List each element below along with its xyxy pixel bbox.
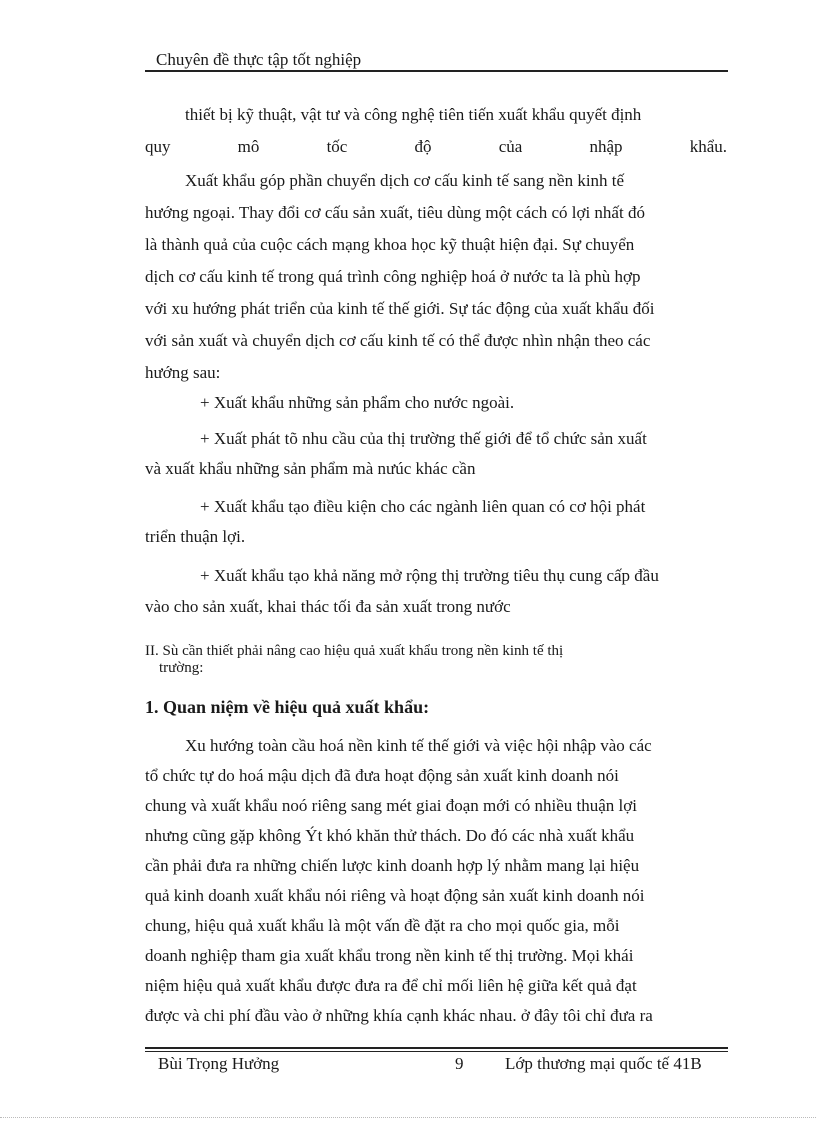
text-line: với xu hướng phát triển của kinh tế thế giới. Sự tác động của xuất khẩu đối [145,299,655,318]
page-bottom-edge [0,1117,816,1118]
word: tốc [326,137,348,156]
text-line: cần phải đưa ra những chiến lược kinh doanh hợp lý nhằm mang lại hiệu [145,856,640,875]
section-heading-line: trường: [159,660,204,676]
bullet-item-3: + Xuất khẩu tạo điều kiện cho các ngành liên quan có cơ hội phát [200,497,646,516]
text-line: hướng ngoại. Thay đổi cơ cấu sản xuất, tiêu dùng một cách có lợi nhất đó [145,203,645,222]
text-line: là thành quả của cuộc cách mạng khoa học kỹ thuật hiện đại. Sự chuyển [145,235,635,254]
text-line: chung và xuất khẩu noó riêng sang mét giai đoạn mới có nhiều thuận lợi [145,796,637,815]
word: của [498,137,523,156]
word: độ [414,137,432,156]
bullet-item-4-cont: vào cho sản xuất, khai thác tối đa sản xuất trong nước [145,597,511,616]
footer-divider-thin [145,1051,728,1052]
text-line: nhưng cũng gặp không Ýt khó khăn thử thách. Do đó các nhà xuất khẩu [145,826,635,845]
text-line: chung, hiệu quả xuất khẩu là một vấn đề đặt ra cho mọi quốc gia, mỗi [145,916,620,935]
text-line-justified [145,136,727,158]
section-heading [145,643,727,677]
text-line: thiết bị kỹ thuật, vật tư và công nghệ tiên tiến xuất khẩu quyết định [185,105,642,124]
page-header-title: Chuyên đề thực tập tốt nghiệp [156,50,362,69]
footer-author: Bùi Trọng Hưởng [158,1054,280,1073]
bullet-item-2: + Xuất phát tõ nhu cầu của thị trường thế giới để tổ chức sản xuất [200,429,647,448]
footer-divider [145,1047,728,1049]
bullet-item-2-cont: và xuất khẩu những sản phẩm mà nưúc khác cần [145,459,476,478]
bullet-item-3-cont: triển thuận lợi. [145,527,246,546]
bullet-item-4: + Xuất khẩu tạo khả năng mở rộng thị trường tiêu thụ cung cấp đầu [200,566,659,585]
word: quy [145,137,171,156]
text-line: được và chi phí đầu vào ở những khía cạnh khác nhau. ở đây tôi chỉ đưa ra [145,1006,653,1025]
subsection-heading: 1. Quan niệm về hiệu quả xuất khẩu: [145,697,430,717]
text-line: dịch cơ cấu kinh tế trong quá trình công nghiệp hoá ở nước ta là phù hợp [145,267,641,286]
text-line: hướng sau: [145,363,221,382]
text-line: quả kinh doanh xuất khẩu nói riêng và hoạt động sản xuất kinh doanh nói [145,886,645,905]
text-line: Xu hướng toàn cầu hoá nền kinh tế thế giới và việc hội nhập vào các [185,736,652,755]
bullet-item-1: + Xuất khẩu những sản phẩm cho nước ngoài. [200,393,515,412]
text-line: doanh nghiệp tham gia xuất khẩu trong nền kinh tế thị trường. Mọi khái [145,946,634,965]
word: khẩu. [689,137,727,156]
word: nhập [589,137,623,156]
text-line: với sản xuất và chuyển dịch cơ cấu kinh tế có thể được nhìn nhận theo các [145,331,651,350]
footer-page-number: 9 [455,1054,464,1073]
text-line: Xuất khẩu góp phần chuyển dịch cơ cấu kinh tế sang nền kinh tế [185,171,625,190]
text-line: niệm hiệu quả xuất khẩu được đưa ra để chỉ mối liên hệ giữa kết quả đạt [145,976,637,995]
header-divider [145,70,728,72]
word: mô [237,137,260,156]
text-line: tổ chức tự do hoá mậu dịch đã đưa hoạt động sản xuất kinh doanh nói [145,766,619,785]
footer-class-name: Lớp thương mại quốc tế 41B [505,1054,702,1073]
section-heading-line: II. Sù cần thiết phải nâng cao hiệu quả xuất khẩu trong nền kinh tế thị [145,643,564,659]
